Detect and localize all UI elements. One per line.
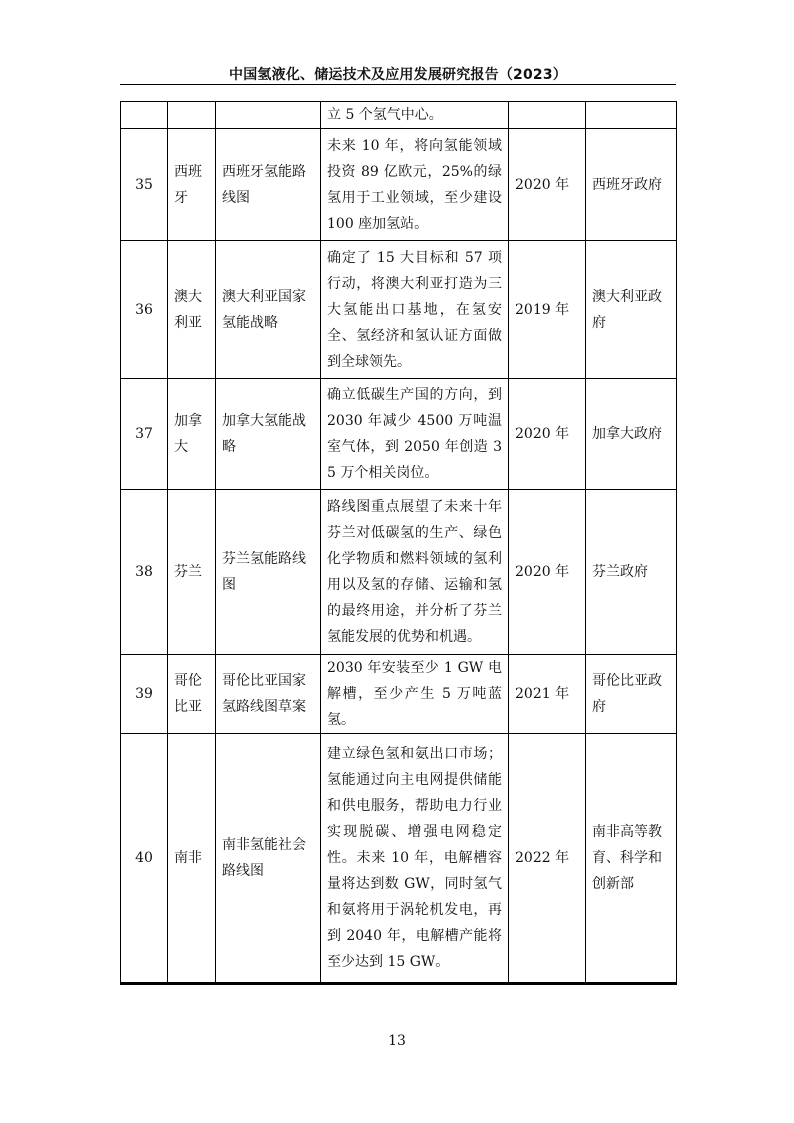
- cell-content: 确立低碳生产国的方向，到 2030 年减少 4500 万吨温室气体，到 2050 年创造 35 万个相关岗位。: [321, 379, 509, 490]
- cell-plan: 哥伦比亚国家氢路线图草案: [216, 655, 321, 734]
- cell-num: 36: [121, 241, 168, 379]
- report-header-title: 中国氢液化、储运技术及应用发展研究报告（2023）: [229, 67, 567, 83]
- cell-year: 2022 年: [509, 734, 586, 984]
- cell-num: [121, 102, 168, 129]
- cell-country: 加拿大: [168, 379, 216, 490]
- cell-num: 37: [121, 379, 168, 490]
- cell-org: 哥伦比亚政府: [586, 655, 677, 734]
- cell-content: 立 5 个氢气中心。: [321, 102, 509, 129]
- cell-content: 确定了 15 大目标和 57 项行动，将澳大利亚打造为三大氢能出口基地，在氢安全、氢经济和氢认证方面做到全球领先。: [321, 241, 509, 379]
- cell-num: 40: [121, 734, 168, 984]
- table-row: [121, 129, 677, 241]
- cell-num: 39: [121, 655, 168, 734]
- cell-org: 澳大利亚政府: [586, 241, 677, 379]
- cell-country: 西班牙: [168, 129, 216, 241]
- cell-content: 路线图重点展望了未来十年芬兰对低碳氢的生产、绿色化学物质和燃料领域的氢利用以及氢的存储、运输和氢的最终用途，并分析了芬兰氢能发展的优势和机遇。: [321, 490, 509, 655]
- table-row: [121, 490, 677, 655]
- cell-country: [168, 102, 216, 129]
- page-number: 13: [388, 1033, 406, 1049]
- cell-year: 2021 年: [509, 655, 586, 734]
- cell-year: [509, 102, 586, 129]
- cell-country: 哥伦比亚: [168, 655, 216, 734]
- cell-plan: 南非氢能社会路线图: [216, 734, 321, 984]
- cell-org: [586, 102, 677, 129]
- header-rule: [120, 84, 676, 85]
- cell-country: 澳大利亚: [168, 241, 216, 379]
- table-row: [121, 241, 677, 379]
- cell-num: 35: [121, 129, 168, 241]
- cell-org: 芬兰政府: [586, 490, 677, 655]
- cell-year: 2020 年: [509, 129, 586, 241]
- cell-num: 38: [121, 490, 168, 655]
- cell-org: 南非高等教育、科学和创新部: [586, 734, 677, 984]
- cell-content: 建立绿色氢和氨出口市场；氢能通过向主电网提供储能和供电服务，帮助电力行业实现脱碳、增强电网稳定性。未来 10 年，电解槽容量将达到数 GW，同时氢气和氨将用于涡轮机发电，再到 2040 年，电解槽产能将至少达到 15 GW。: [321, 734, 509, 984]
- cell-org: 西班牙政府: [586, 129, 677, 241]
- cell-content: 未来 10 年，将向氢能领域投资 89 亿欧元，25%的绿氢用于工业领域，至少建设 100 座加氢站。: [321, 129, 509, 241]
- cell-country: 南非: [168, 734, 216, 984]
- cell-country: 芬兰: [168, 490, 216, 655]
- table-row: [121, 734, 677, 984]
- cell-year: 2020 年: [509, 379, 586, 490]
- cell-org: 加拿大政府: [586, 379, 677, 490]
- cell-content: 2030 年安装至少 1 GW 电解槽，至少产生 5 万吨蓝氢。: [321, 655, 509, 734]
- cell-plan: 澳大利亚国家氢能战略: [216, 241, 321, 379]
- cell-year: 2020 年: [509, 490, 586, 655]
- table-row: [121, 379, 677, 490]
- cell-plan: 加拿大氢能战略: [216, 379, 321, 490]
- cell-plan: 西班牙氢能路线图: [216, 129, 321, 241]
- cell-plan: 芬兰氢能路线图: [216, 490, 321, 655]
- hydrogen-policy-table: [120, 101, 677, 985]
- table-row: [121, 655, 677, 734]
- cell-plan: [216, 102, 321, 129]
- cell-year: 2019 年: [509, 241, 586, 379]
- table-row-continuation: [121, 102, 677, 129]
